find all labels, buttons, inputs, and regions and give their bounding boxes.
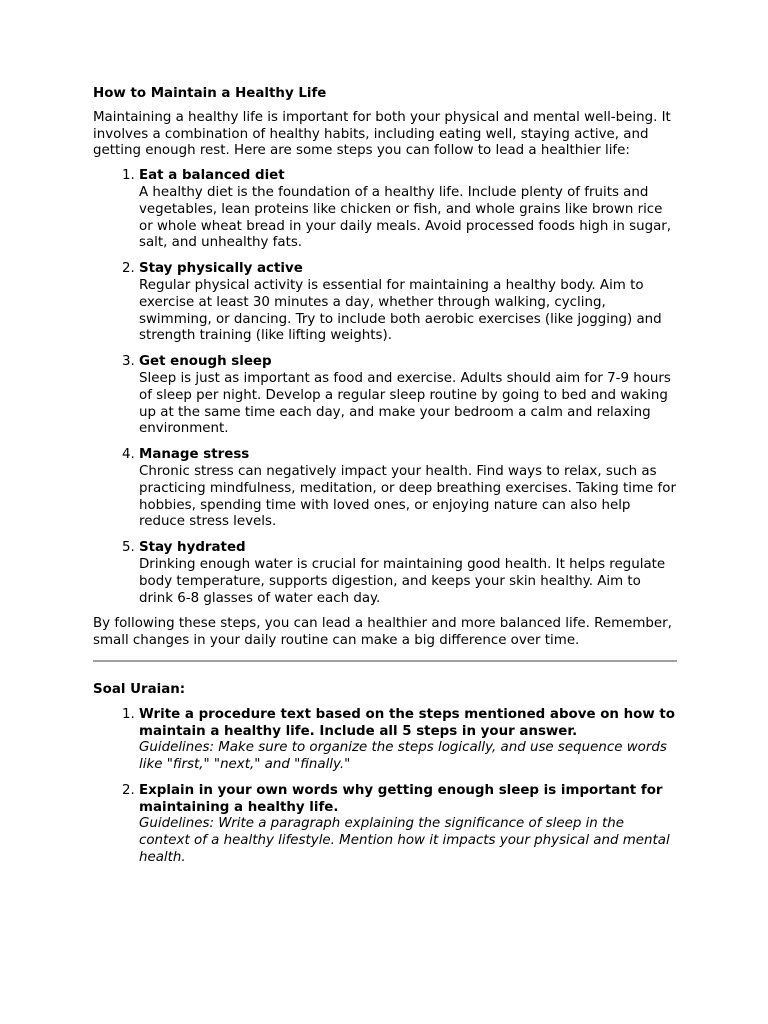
question-text: 2. Explain in your own words why getting enough sleep is important for maintaining a healthy life. xyxy=(139,782,663,815)
step-title: 2. Stay physically active xyxy=(139,261,303,277)
step-title: 1. Eat a balanced diet xyxy=(139,168,285,184)
step-title: 5. Stay hydrated xyxy=(139,540,246,556)
question-guideline: Guidelines: Write a paragraph explaining the significance of sleep in the context of a healthy lifestyle. Mention how it impacts your physical and mental health. xyxy=(139,816,670,866)
step-description: A healthy diet is the foundation of a healthy life. Include plenty of fruits and vegetables, lean proteins like chicken or fish, and whole grains like brown rice or whole wheat bread in your daily meals. Avoid processed foods high in sugar, salt, and unhealthy fats. xyxy=(139,184,672,251)
questions-heading: Soal Uraian: xyxy=(93,681,186,697)
conclusion-paragraph: By following these steps, you can lead a healthier and more balanced life. Remember, small changes in your daily routine can make a big difference over time. xyxy=(93,616,672,649)
step-title: 4. Manage stress xyxy=(139,447,250,463)
questions-list xyxy=(93,707,677,867)
step-item xyxy=(139,168,677,252)
step-description: Drinking enough water is crucial for maintaining good health. It helps regulate body temperature, supports digestion, and keeps your skin healthy. Aim to drink 6-8 glasses of water each day. xyxy=(139,556,666,606)
steps-list xyxy=(93,168,677,607)
step-item xyxy=(139,540,677,607)
step-item xyxy=(139,447,677,531)
question-text: 1. Write a procedure text based on the steps mentioned above on how to maintain a healthy life. Include all 5 steps in your answer. xyxy=(139,706,675,739)
step-description: Chronic stress can negatively impact your health. Find ways to relax, such as practicing mindfulness, meditation, or deep breathing exercises. Taking time for hobbies, spending time with loved ones, or enjoying nature can also help reduce stress levels. xyxy=(139,463,676,530)
step-description: Sleep is just as important as food and exercise. Adults should aim for 7-9 hours of sleep per night. Develop a regular sleep routine by going to bed and waking up at the same time each day, and make your bedroom a calm and relaxing environment. xyxy=(139,370,671,437)
intro-paragraph: Maintaining a healthy life is important for both your physical and mental well-being. It involves a combination of healthy habits, including eating well, staying active, and getting enough rest. Here are some steps you can follow to lead a healthier life: xyxy=(93,109,671,159)
step-title: 3. Get enough sleep xyxy=(139,354,272,370)
section-divider xyxy=(93,660,677,662)
step-description: Regular physical activity is essential for maintaining a healthy body. Aim to exercise at least 30 minutes a day, whether through walking, cycling, swimming, or dancing. Try to include both aerobic exercises (like jogging) and strength training (like lifting weights). xyxy=(139,277,662,344)
question-guideline: Guidelines: Make sure to organize the steps logically, and use sequence words like "first," "next," and "finally." xyxy=(139,740,667,773)
question-item xyxy=(139,707,677,774)
step-item xyxy=(139,354,677,438)
document-page xyxy=(93,86,677,876)
question-item xyxy=(139,783,677,867)
step-item xyxy=(139,261,677,345)
document-title: How to Maintain a Healthy Life xyxy=(93,86,327,101)
